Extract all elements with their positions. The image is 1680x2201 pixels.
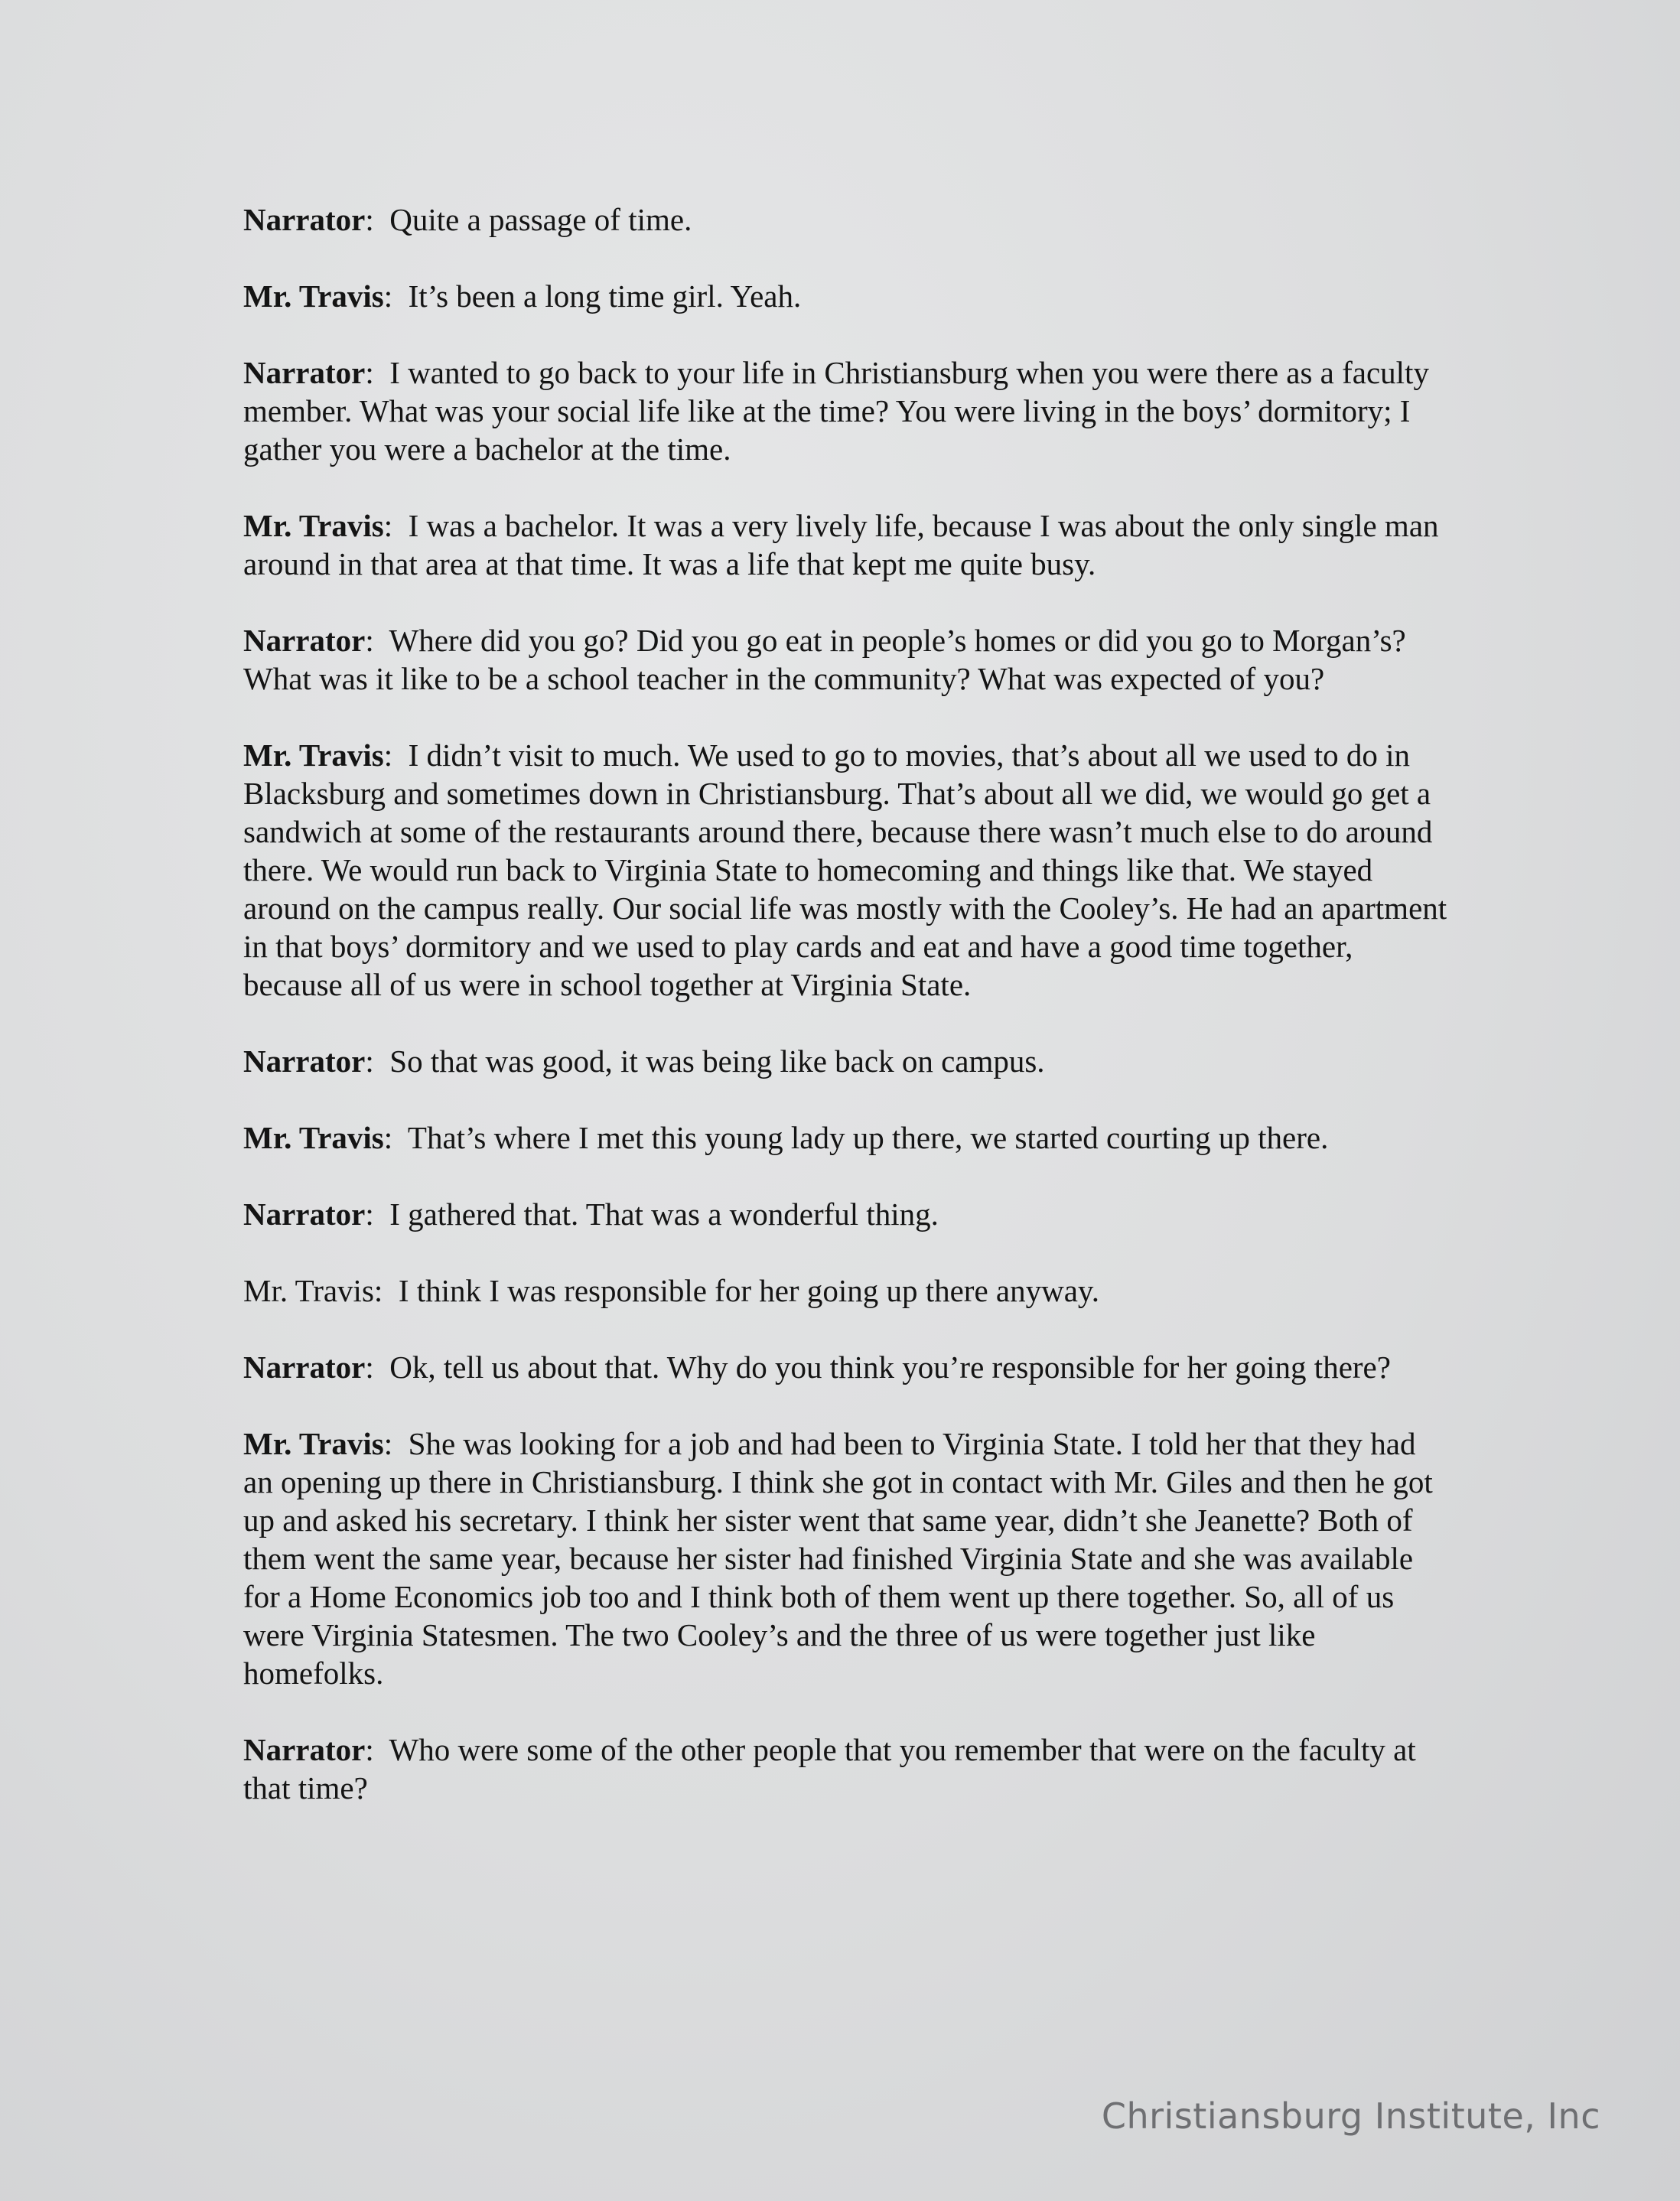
speaker-label: Mr. Travis: [243, 1120, 384, 1155]
transcript-entry: Narrator: I gathered that. That was a wonderful thing.: [243, 1197, 939, 1232]
utterance: That’s where I met this young lady up there, we started courting up there.: [407, 1120, 1329, 1155]
speaker-label: Narrator: [243, 1732, 366, 1767]
transcript-entry: Mr. Travis: I didn’t visit to much. We used to go to movies, that’s about all we used to do in Blacksburg and sometimes down in Christiansburg. That’s about all we did, we would go get a sandwich at some of the restaurants around there, because there wasn’t much else to do around there. We would run back to Virginia State to homecoming and things like that. We stayed around on the campus really. Our social life was mostly with the Cooley’s. He had an apartment in that boys’ dormitory and we used to play cards and eat and have a good time together, because all of us were in school together at Virginia State.: [243, 737, 1447, 1002]
transcript-entry: Mr. Travis: I was a bachelor. It was a very lively life, because I was about the only single man around in that area at that time. It was a life that kept me quite busy.: [243, 508, 1439, 581]
utterance: I was a bachelor. It was a very lively life, because I was about the only single man around in that area at that time. It was a life that kept me quite busy.: [243, 508, 1439, 581]
speaker-label: Narrator: [243, 1197, 366, 1232]
utterance: So that was good, it was being like back on campus.: [389, 1044, 1045, 1079]
speaker-label: Mr. Travis: [243, 278, 384, 314]
transcript-entry: Mr. Travis: I think I was responsible for her going up there anyway.: [243, 1273, 1100, 1308]
utterance: I gathered that. That was a wonderful thing.: [389, 1197, 939, 1232]
utterance: Ok, tell us about that. Why do you think you’re responsible for her going there?: [389, 1350, 1391, 1385]
utterance: It’s been a long time girl. Yeah.: [408, 278, 802, 314]
speaker-label: Narrator: [243, 623, 366, 658]
utterance: Who were some of the other people that you remember that were on the faculty at that time?: [243, 1732, 1416, 1805]
utterance: I think I was responsible for her going up there anyway.: [398, 1273, 1100, 1308]
speaker-label: Mr. Travis: [243, 1273, 374, 1308]
transcript-entry: Narrator: I wanted to go back to your life in Christiansburg when you were there as a faculty member. What was your social life like at the time? You were living in the boys’ dormitory; I gather you were a bachelor at the time.: [243, 355, 1429, 467]
transcript-entry: Mr. Travis: She was looking for a job and had been to Virginia State. I told her that they had an opening up there in Christiansburg. I think she got in contact with Mr. Giles and then he got up and asked his secretary. I think her sister went that same year, didn’t she Jeanette? Both of them went the same year, because her sister had finished Virginia State and she was available for a Home Economics job too and I think both of them went up there together. So, all of us were Virginia Statesmen. The two Cooley’s and the three of us were together just like homefolks.: [243, 1426, 1433, 1691]
utterance: I wanted to go back to your life in Christiansburg when you were there as a faculty member. What was your social life like at the time? You were living in the boys’ dormitory; I gather you were a bachelor at the time.: [243, 355, 1429, 467]
transcript-entry: Mr. Travis: It’s been a long time girl. Yeah.: [243, 278, 802, 314]
speaker-label: Mr. Travis: [243, 1426, 384, 1461]
utterance: Quite a passage of time.: [389, 202, 692, 237]
speaker-label: Narrator: [243, 1350, 366, 1385]
speaker-label: Mr. Travis: [243, 737, 384, 773]
speaker-label: Mr. Travis: [243, 508, 384, 543]
transcript-entry: Mr. Travis: That’s where I met this young lady up there, we started courting up there.: [243, 1120, 1329, 1155]
utterance: I didn’t visit to much. We used to go to movies, that’s about all we used to do in Blacksburg and sometimes down in Christiansburg. That’s about all we did, we would go get a sandwich at some of the restaurants around there, because there wasn’t much else to do around there. We would run back to Virginia State to homecoming and things like that. We stayed around on the campus really. Our social life was mostly with the Cooley’s. He had an apartment in that boys’ dormitory and we used to play cards and eat and have a good time together, because all of us were in school together at Virginia State.: [243, 737, 1447, 1002]
utterance: She was looking for a job and had been to Virginia State. I told her that they had an opening up there in Christiansburg. I think she got in contact with Mr. Giles and then he got up and asked his secretary. I think her sister went that same year, didn’t she Jeanette? Both of them went the same year, because her sister had finished Virginia State and she was available for a Home Economics job too and I think both of them went up there together. So, all of us were Virginia Statesmen. The two Cooley’s and the three of us were together just like homefolks.: [243, 1426, 1433, 1691]
utterance: Where did you go? Did you go eat in people’s homes or did you go to Morgan’s? What was it like to be a school teacher in the community? What was expected of you?: [243, 623, 1406, 696]
transcript: [243, 200, 1452, 1845]
transcript-entry: Narrator: So that was good, it was being like back on campus.: [243, 1044, 1045, 1079]
speaker-label: Narrator: [243, 1044, 366, 1079]
transcript-entry: Narrator: Quite a passage of time.: [243, 202, 692, 237]
speaker-label: Narrator: [243, 355, 366, 390]
transcript-entry: Narrator: Ok, tell us about that. Why do you think you’re responsible for her going there?: [243, 1350, 1391, 1385]
transcript-entry: Narrator: Who were some of the other people that you remember that were on the faculty at that time?: [243, 1732, 1416, 1805]
speaker-label: Narrator: [243, 202, 366, 237]
watermark: Christiansburg Institute, Inc: [1101, 2095, 1600, 2137]
transcript-entry: Narrator: Where did you go? Did you go eat in people’s homes or did you go to Morgan’s? What was it like to be a school teacher in the community? What was expected of you?: [243, 623, 1406, 696]
